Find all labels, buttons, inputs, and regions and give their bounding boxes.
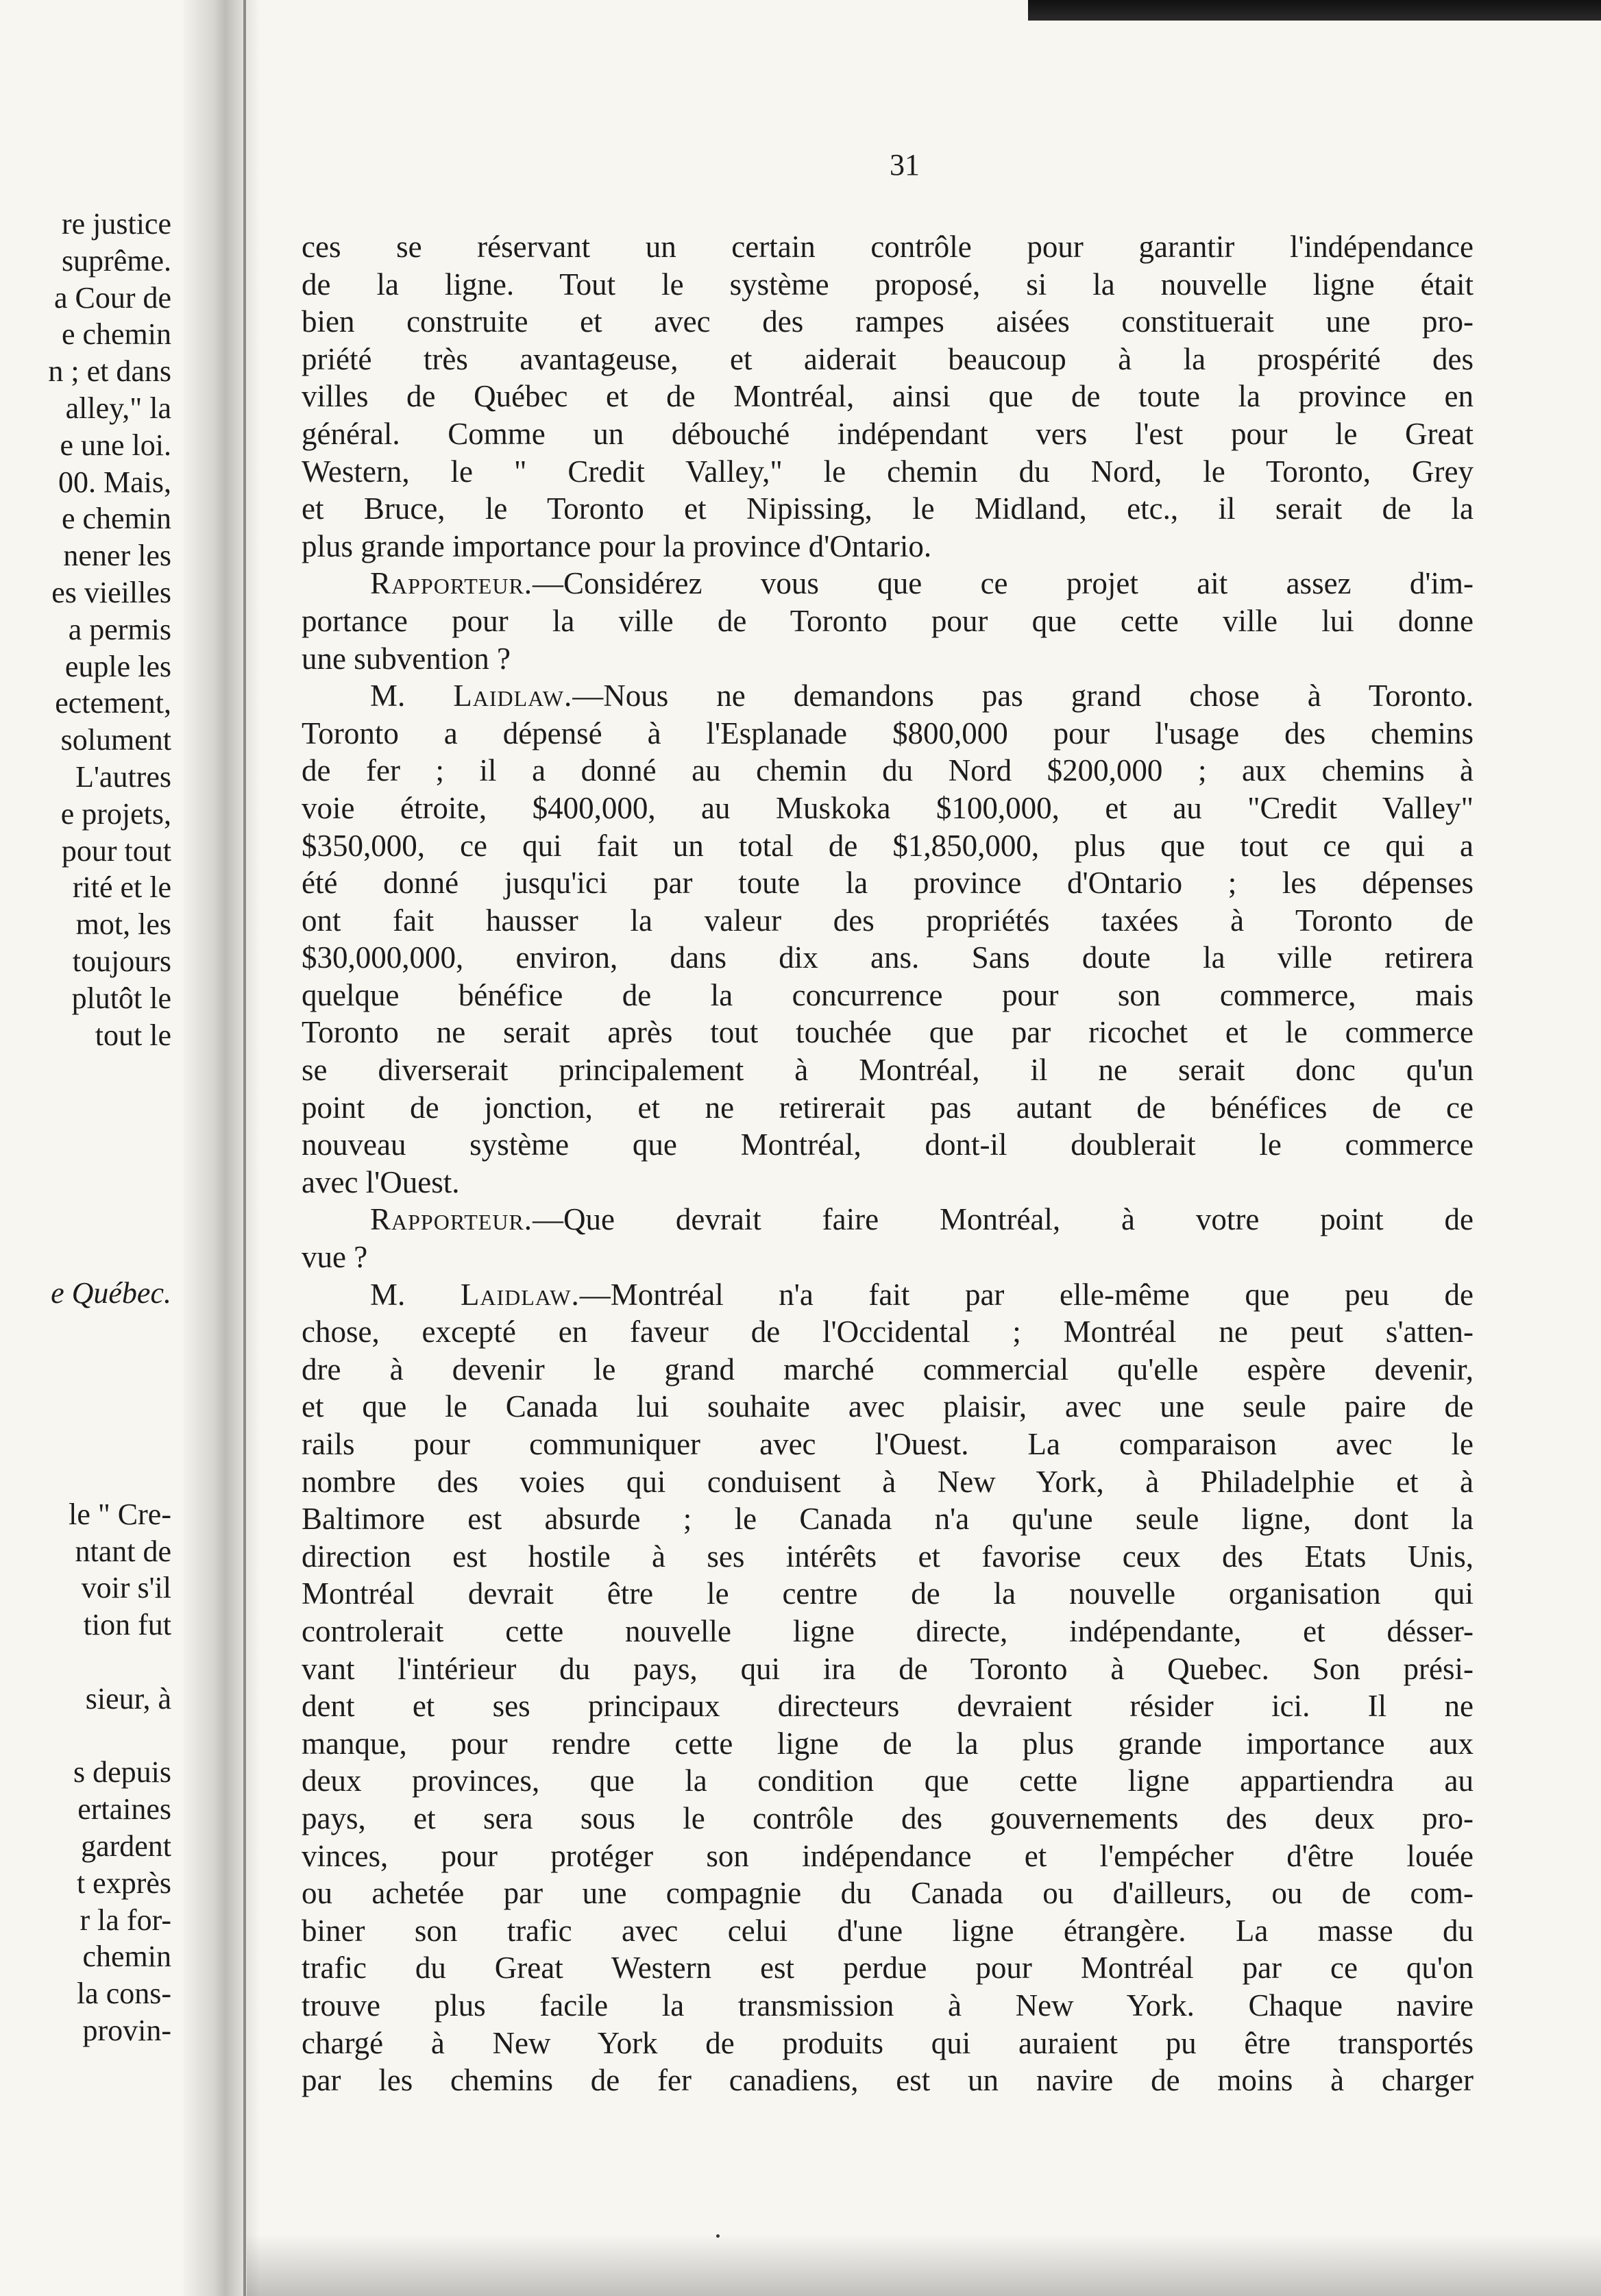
text-line xyxy=(302,228,1474,266)
text-line xyxy=(302,1313,1474,1351)
left-page-fragment-line: e une loi. xyxy=(60,428,171,462)
left-page-fragment-line xyxy=(0,1238,171,1275)
text-line xyxy=(302,977,1474,1014)
left-page-fragment-line: tion fut xyxy=(83,1608,171,1642)
speaker-name: Laidlaw. xyxy=(460,1277,580,1312)
text-line xyxy=(302,602,1474,640)
text-line xyxy=(302,1351,1474,1389)
text-line xyxy=(302,341,1474,378)
page-gutter xyxy=(184,0,259,2296)
text-line xyxy=(302,528,1474,565)
line-text: ou achetée par une compagnie du Canada ou d'ailleurs, ou de com- xyxy=(302,1876,1474,1911)
left-page-fragment-line: rité et le xyxy=(72,870,171,905)
line-text: manque, pour rendre cette ligne de la plus grande importance aux xyxy=(302,1726,1474,1761)
line-text: se diverserait principalement à Montréal, il ne serait donc qu'un xyxy=(302,1053,1474,1088)
left-page-fragment-line: euple les xyxy=(64,649,171,683)
line-text: rails pour communiquer avec l'Ouest. La comparaison avec le xyxy=(302,1427,1474,1461)
text-line xyxy=(302,1987,1474,2025)
text-line xyxy=(302,1762,1474,1800)
left-page-fragment-line xyxy=(0,1164,171,1201)
line-text: de fer ; il a donné au chemin du Nord $200,000 ; aux chemins à xyxy=(302,753,1474,788)
left-page-fragment-line: 00. Mais, xyxy=(58,465,171,499)
left-page-fragment-column xyxy=(0,206,171,2049)
left-page-fragment-line: e chemin xyxy=(61,502,171,536)
left-page-fragment-line: s depuis xyxy=(73,1755,171,1790)
line-text: une subvention ? xyxy=(302,641,511,676)
page-body-text xyxy=(302,228,1474,2099)
text-line xyxy=(302,565,1474,602)
left-page-fragment-line xyxy=(0,1053,171,1090)
binding-edge xyxy=(1028,0,1601,21)
text-line xyxy=(302,1463,1474,1501)
line-text: et que le Canada lui souhaite avec plaisir, avec une seule paire de xyxy=(302,1389,1474,1424)
left-page-fragment-line xyxy=(0,1459,171,1496)
line-text: $350,000, ce qui fait un total de $1,850,000, plus que tout ce qui a xyxy=(302,828,1474,863)
text-line xyxy=(302,1538,1474,1576)
text-line xyxy=(302,453,1474,491)
line-text: deux provinces, que la condition que cette ligne appartiendra au xyxy=(302,1763,1474,1798)
line-text: ces se réservant un certain contrôle pour garantir l'indépendance xyxy=(302,230,1474,264)
text-line xyxy=(302,1800,1474,1837)
left-page-fragment-line: sieur, à xyxy=(85,1681,171,1715)
line-text: Western, le " Credit Valley," le chemin du Nord, le Toronto, Grey xyxy=(302,454,1474,489)
text-line xyxy=(302,1426,1474,1463)
text-line xyxy=(302,827,1474,865)
line-text: biner son trafic avec celui d'une ligne étrangère. La masse du xyxy=(302,1913,1474,1948)
left-page-fragment-line: suprême. xyxy=(61,243,171,278)
text-line xyxy=(302,490,1474,528)
text-line xyxy=(302,303,1474,341)
line-text: —Considérez vous que ce projet ait assez d'im- xyxy=(533,566,1474,601)
line-text: Toronto a dépensé à l'Esplanade $800,000 pour l'usage des chemins xyxy=(302,716,1474,750)
left-page-fragment-line: e projets, xyxy=(60,796,171,831)
left-page-fragment-line xyxy=(0,1349,171,1386)
speaker-prefix: M. xyxy=(370,1277,461,1312)
left-page-fragment-line: t exprès xyxy=(76,1866,171,1900)
left-page-fragment-line: solument xyxy=(60,723,171,757)
line-text: trafic du Great Western est perdue pour Montréal par ce qu'on xyxy=(302,1951,1474,1986)
left-page-fragment-line: ertaines xyxy=(77,1792,171,1827)
text-line xyxy=(302,2025,1474,2062)
left-page-fragment-line: pour tout xyxy=(61,833,171,868)
left-page-fragment-line: nener les xyxy=(63,539,171,573)
text-line xyxy=(302,1388,1474,1426)
page-number: 31 xyxy=(890,148,920,182)
left-page-fragment-line: le " Cre- xyxy=(69,1497,171,1531)
left-page-fragment-line xyxy=(0,1422,171,1459)
text-line xyxy=(302,1874,1474,1912)
left-page-fragment-line: la cons- xyxy=(76,1977,171,2011)
line-text: pays, et sera sous le contrôle des gouvernements des deux pro- xyxy=(302,1800,1474,1835)
left-page-fragment-line: mot, les xyxy=(75,907,171,942)
text-line xyxy=(302,1575,1474,1613)
line-text: avec l'Ouest. xyxy=(302,1164,460,1199)
line-text: plus grande importance pour la province d'Ontario. xyxy=(302,528,932,563)
line-text: portance pour la ville de Toronto pour que cette ville lui donne xyxy=(302,603,1474,638)
text-line xyxy=(302,1051,1474,1089)
text-line xyxy=(302,790,1474,827)
left-page-fragment-line: r la for- xyxy=(80,1903,171,1937)
line-text: été donné jusqu'ici par toute la province d'Ontario ; les dépenses xyxy=(302,866,1474,901)
text-line xyxy=(302,1500,1474,1538)
text-line xyxy=(302,378,1474,415)
speaker-name: Laidlaw. xyxy=(453,679,573,713)
text-line xyxy=(302,1276,1474,1314)
text-line xyxy=(302,1949,1474,1987)
line-text: chargé à New York de produits qui auraient pu être transportés xyxy=(302,2025,1474,2060)
gutter-fold-line xyxy=(243,0,246,2296)
left-page-fragment-line: ectement, xyxy=(55,686,171,720)
text-line xyxy=(302,1613,1474,1650)
text-line xyxy=(302,640,1474,678)
left-page-fragment-line: es vieilles xyxy=(51,575,171,609)
line-text: priété très avantageuse, et aiderait beaucoup à la prospérité des xyxy=(302,341,1474,376)
left-page-fragment-line xyxy=(0,1201,171,1238)
line-text: direction est hostile à ses intérêts et favorise ceux des Etats Unis, xyxy=(302,1539,1474,1574)
left-page-fragment-line: re justice xyxy=(61,207,171,241)
text-line xyxy=(302,1912,1474,1950)
left-page-fragment-line: gardent xyxy=(81,1829,171,1864)
speaker-name: Rapporteur. xyxy=(370,1202,533,1237)
line-text: vinces, pour protéger son indépendance et l'empécher d'être louée xyxy=(302,1838,1474,1873)
left-page-fragment-line: tout le xyxy=(95,1018,171,1052)
text-line xyxy=(302,864,1474,902)
line-text: controlerait cette nouvelle ligne directe, indépendante, et désser- xyxy=(302,1613,1474,1648)
line-text: —Que devrait faire Montréal, à votre point de xyxy=(533,1202,1474,1237)
left-page-fragment-line xyxy=(0,1386,171,1423)
line-text: Montréal devrait être le centre de la nouvelle organisation qui xyxy=(302,1576,1474,1611)
left-page-fragment-line xyxy=(0,1312,171,1349)
text-line xyxy=(302,266,1474,304)
text-line xyxy=(302,1687,1474,1725)
text-line xyxy=(302,677,1474,715)
text-line xyxy=(302,1650,1474,1688)
left-page-fragment-line xyxy=(0,1127,171,1164)
scan-bottom-shadow xyxy=(247,2234,1601,2296)
left-page-fragment-line: e chemin xyxy=(61,317,171,352)
left-page-fragment-line: n ; et dans xyxy=(48,354,171,389)
left-page-fragment-line: voir s'il xyxy=(81,1571,171,1605)
text-line xyxy=(302,1089,1474,1127)
line-text: point de jonction, et ne retirerait pas autant de bénéfices de ce xyxy=(302,1090,1474,1125)
line-text: dre à devenir le grand marché commercial qu'elle espère devenir, xyxy=(302,1352,1474,1387)
left-page-fragment-line: L'autres xyxy=(75,759,171,794)
text-line xyxy=(302,1725,1474,1763)
text-line xyxy=(302,715,1474,753)
line-text: nouveau système que Montréal, dont-il doublerait le commerce xyxy=(302,1127,1474,1162)
text-line xyxy=(302,415,1474,453)
line-text: dent et ses principaux directeurs devraient résider ici. Il ne xyxy=(302,1689,1474,1724)
line-text: trouve plus facile la transmission à New York. Chaque navire xyxy=(302,1988,1474,2023)
line-text: général. Comme un débouché indépendant vers l'est pour le Great xyxy=(302,416,1474,451)
text-line xyxy=(302,1014,1474,1051)
line-text: vant l'intérieur du pays, qui ira de Toronto à Quebec. Son prési- xyxy=(302,1651,1474,1686)
line-text: par les chemins de fer canadiens, est un navire de moins à charger xyxy=(302,2063,1474,2098)
line-text: chose, excepté en faveur de l'Occidental ; Montréal ne peut s'atten- xyxy=(302,1315,1474,1349)
text-line xyxy=(302,1238,1474,1276)
left-page-fragment-line xyxy=(0,1718,171,1755)
speaker-prefix: M. xyxy=(370,679,454,713)
left-page-fragment-line: chemin xyxy=(82,1940,171,1974)
left-page-fragment-line: alley," la xyxy=(65,391,171,425)
text-line xyxy=(302,1164,1474,1201)
line-text: ont fait hausser la valeur des propriétés taxées à Toronto de xyxy=(302,903,1474,938)
line-text: bien construite et avec des rampes aisées constituerait une pro- xyxy=(302,304,1474,339)
left-page-fragment-line: e Québec. xyxy=(51,1276,171,1310)
left-page-fragment-line xyxy=(0,1644,171,1681)
text-line xyxy=(302,902,1474,940)
line-text: —Nous ne demandons pas grand chose à Toronto. xyxy=(572,679,1474,713)
speaker-name: Rapporteur. xyxy=(370,566,533,601)
line-text: de la ligne. Tout le système proposé, si la nouvelle ligne était xyxy=(302,267,1474,302)
line-text: Toronto ne serait après tout touchée que par ricochet et le commerce xyxy=(302,1015,1474,1050)
line-text: nombre des voies qui conduisent à New York, à Philadelphie et à xyxy=(302,1464,1474,1499)
line-text: Baltimore est absurde ; le Canada n'a qu'une seule ligne, dont la xyxy=(302,1502,1474,1537)
line-text: villes de Québec et de Montréal, ainsi que de toute la province en xyxy=(302,379,1474,414)
text-line xyxy=(302,1837,1474,1875)
line-text: quelque bénéfice de la concurrence pour son commerce, mais xyxy=(302,977,1474,1012)
left-page-fragment-line: plutôt le xyxy=(71,981,171,1015)
left-page-fragment-line: toujours xyxy=(72,944,171,978)
text-line xyxy=(302,939,1474,977)
text-line xyxy=(302,2062,1474,2099)
left-page-fragment-line: ntant de xyxy=(75,1534,171,1568)
line-text: et Bruce, le Toronto et Nipissing, le Midland, etc., il serait de la xyxy=(302,491,1474,526)
left-page-fragment-line xyxy=(0,1090,171,1127)
line-text: $30,000,000, environ, dans dix ans. Sans doute la ville retirera xyxy=(302,940,1474,975)
text-line xyxy=(302,752,1474,790)
line-text: —Montréal n'a fait par elle-même que peu de xyxy=(579,1277,1474,1312)
line-text: vue ? xyxy=(302,1240,368,1275)
text-line xyxy=(302,1201,1474,1238)
left-page-fragment-line: a permis xyxy=(68,612,171,646)
text-line xyxy=(302,1126,1474,1164)
left-page-fragment-line: a Cour de xyxy=(53,280,171,315)
left-page-fragment-line: provin- xyxy=(82,2014,171,2048)
line-text: voie étroite, $400,000, au Muskoka $100,000, et au "Credit Valley" xyxy=(302,790,1474,825)
